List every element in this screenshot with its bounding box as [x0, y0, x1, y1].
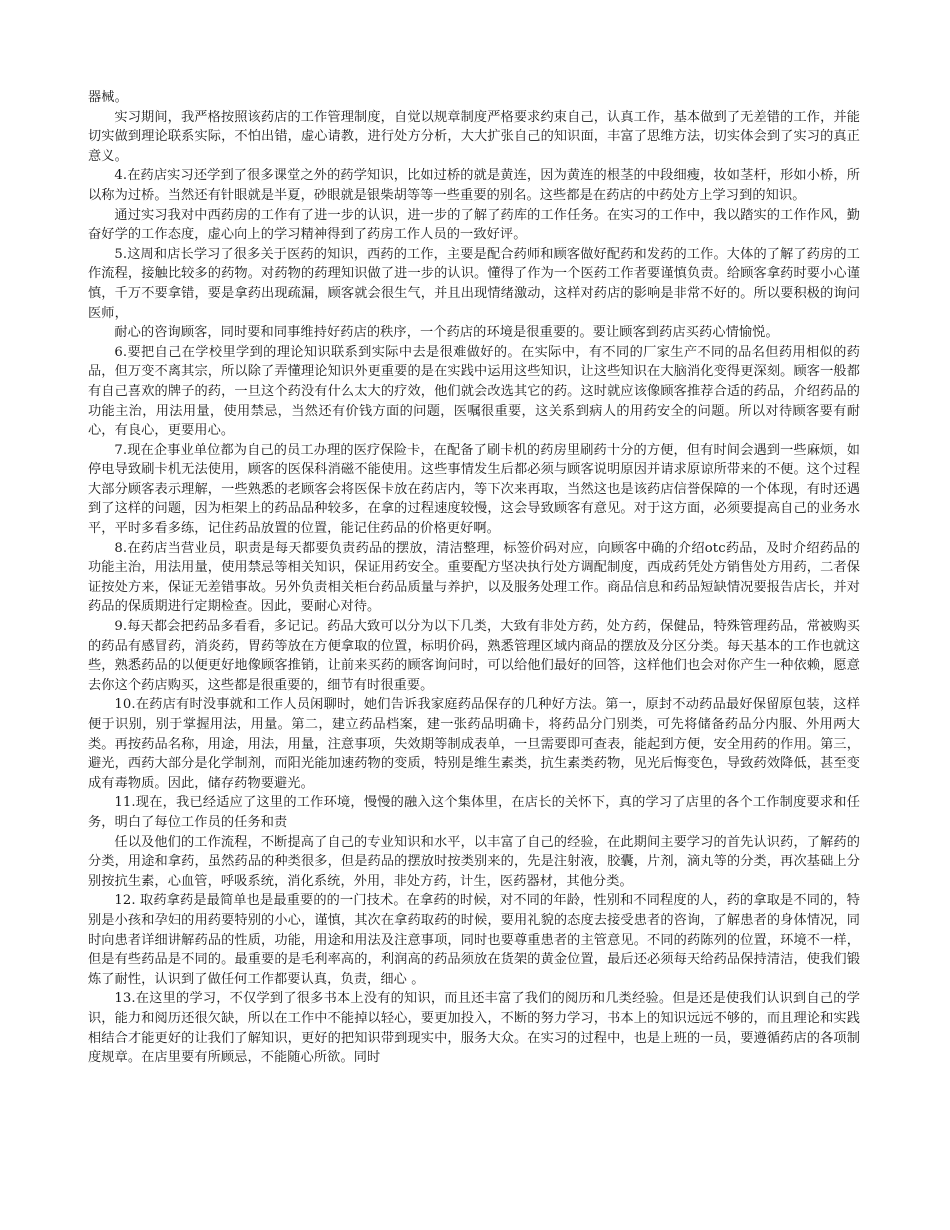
paragraph: 7.现在企事业单位都为自己的员工办理的医疗保险卡，在配备了刷卡机的药房里刷药十分的方便，但有时间会遇到一些麻烦，如停电导致刷卡机无法使用，顾客的医保科消磁不能使用。这些事情发生后都必须与顾客说明原因并请求原谅所带来的不便。这个过程大部分顾客表示理解，一些熟悉的老顾客会将医保卡放在药店内，等下次来再取，当然这也是该药店信誉保障的一个体现，有时还遇到了这样的问题，因为柜架上的药品品种较多，在拿的过程速度较慢，这会导致顾客有意见。对于这方面，必须要提高自己的业务水平，平时多看多练，记住药品放置的位置，能记住药品的价格更好啊。	[88, 442, 860, 537]
paragraph: 10.在药店有时没事就和工作人员闲聊时，她们告诉我家庭药品保存的几种好方法。第一，原封不动药品最好保留原包装，这样便于识别，别于掌握用法，用量。第二，建立药品档案，建一张药品明确卡，将药品分门别类，可先将储备药品分内服、外用两大类。再按药品名称，用途，用法，用量，注意事项，失效期等制成表单，一旦需要即可查表，能起到方便，安全用药的作用。第三，避光，西药大部分是化学制剂，而阳光能加速药物的变质，特别是维生素类，抗生素类药物，见光后悔变色，导致药效降低，甚至变成有毒物质。因此，储存药物要避光。	[88, 697, 860, 791]
paragraph: 4.在药店实习还学到了很多课堂之外的药学知识，比如过桥的就是黄连，因为黄连的根茎的中段细瘦，妆如茎杆，形如小桥，所以称为过桥。当然还有针眼就是半夏，砂眼就是银柴胡等等一些重要的别名。这些都是在药店的中药处方上学习到的知识。	[88, 168, 860, 203]
paragraph: 9.每天都会把药品多看看，多记记。药品大致可以分为以下几类，大致有非处方药，处方药，保健品，特殊管理药品，常被购买的药品有感冒药，消炎药，胃药等放在方便拿取的位置，标明价码，熟悉管理区域内商品的摆放及分区分类。每天基本的工作也就这些，熟悉药品的以便更好地像顾客推销，让前来买药的顾客询问时，可以给他们最好的回答，这样他们也会对你产生一种依赖，愿意去你这个药店购买，这些都是很重要的，细节有时很重要。	[88, 619, 860, 693]
paragraph: 5.这周和店长学习了很多关于医药的知识，西药的工作，主要是配合药师和顾客做好配药和发药的工作。大体的了解了药房的工作流程，接触比较多的药物。对药物的药理知识做了进一步的认识。懂得了作为一个医药工作者要谨慎负责。给顾客拿药时要小心谨慎，千万不要拿错，要是拿药出现疏漏，顾客就会很生气，并且出现情绪激动，这样对药店的影响是非常不好的。所以要积极的询问医师，	[88, 246, 860, 321]
paragraph: 实习期间，我严格按照该药店的工作管理制度，自觉以规章制度严格要求约束自己，认真工作，基本做到了无差错的工作，并能切实做到理论联系实际，不怕出错，虚心请教，进行处方分析，大大扩张自己的知识面，丰富了思维方法，切实体会到了实习的真正意义。	[88, 109, 860, 164]
paragraph: 通过实习我对中西药房的工作有了进一步的认识，进一步的了解了药库的工作任务。在实习的工作中，我以踏实的工作作风，勤奋好学的工作态度，虚心向上的学习精神得到了药房工作人员的一致好评。	[88, 207, 860, 243]
paragraph: 12. 取药拿药是最简单也是最重要的的一门技术。在拿药的时候，对不同的年龄，性别和不同程度的人，药的拿取是不同的，特别是小孩和孕妇的用药要特别的小心，谨慎，其次在拿药取药的时候，要用礼貌的态度去接受患者的咨询，了解患者的身体情况，同时向患者详细讲解药品的性质，功能，用途和用法及注意事项，同时也要尊重患者的主管意见。不同的药陈列的位置，环境不一样，但是有些药品是不同的。最重要的是毛利率高的，利润高的药品须放在货架的黄金位置，最后还必须每天给药品保持清洁，使我们锻炼了耐性，认识到了做任何工作都要认真，负责，细心 。	[88, 893, 860, 987]
document-body	[88, 88, 860, 1068]
paragraph: 8.在药店当营业员，职责是每天都要负责药品的摆放，清洁整理，标签价码对应，向顾客中确的介绍otc药品，及时介绍药品的功能主治，用法用量，使用禁忌等相关知识，保证用药安全。重要配方坚决执行处方调配制度，西成药凭处方销售处方用药，二者保证按处方来，保证无差错事故。另外负责相关柜台药品质量与养护，以及服务处理工作。商品信息和药品短缺情况要报告店长，并对药品的保质期进行定期检查。因此，要耐心对待。	[88, 540, 860, 615]
paragraph: 耐心的咨询顾客，同时要和同事维持好药店的秩序，一个药店的环境是很重要的。要让顾客到药店买药心情愉悦。	[114, 325, 779, 341]
paragraph: 6.要把自己在学校里学到的理论知识联系到实际中去是很难做好的。在实际中，有不同的厂家生产不同的品名但药用相似的药品，但万变不离其宗，所以除了弄懂理论知识外更重要的是在实践中运用这些知识，让这些知识在大脑消化变得更深刻。顾客一般都有自己喜欢的牌子的药，一旦这个药没有什么太大的疗效，他们就会改选其它的药。这时就应该像顾客推荐合适的药品，介绍药品的功能主治，用法用量，使用禁忌，当然还有价钱方面的问题，医嘱很重要，这关系到病人的用药安全的问题。所以对待顾客要有耐心，有良心，更要用心。	[88, 344, 860, 439]
paragraph: 13.在这里的学习，不仅学到了很多书本上没有的知识，而且还丰富了我们的阅历和几类经验。但是还是使我们认识到自己的学识，能力和阅历还很欠缺，所以在工作中不能掉以轻心，要更加投入，不断的努力学习，书本上的知识远远不够的，而且理论和实践相结合才能更好的让我们了解知识，更好的把知识带到现实中，服务大众。在实习的过程中，也是上班的一员，要遵循药店的各项制度规章。在店里要有所顾忌，不能随心所欲。同时	[88, 991, 860, 1066]
paragraph: 任以及他们的工作流程，不断提高了自己的专业知识和水平，以丰富了自己的经验，在此期间主要学习的首先认识药，了解药的分类，用途和拿药，虽然药品的种类很多，但是药品的摆放时按类别来的，先是注射液，胶囊，片剂，滴丸等的分类，再次基础上分别按抗生素，心血管，呼吸系统，消化系统，外用，非处方药，计生，医药器材，其他分类。	[88, 834, 860, 889]
paragraph: 器械。	[88, 90, 128, 105]
paragraph: 11.现在，我已经适应了这里的工作环境，慢慢的融入这个集体里，在店长的关怀下，真的学习了店里的各个工作制度要求和任务，明白了每位工作员的任务和责	[88, 795, 860, 830]
